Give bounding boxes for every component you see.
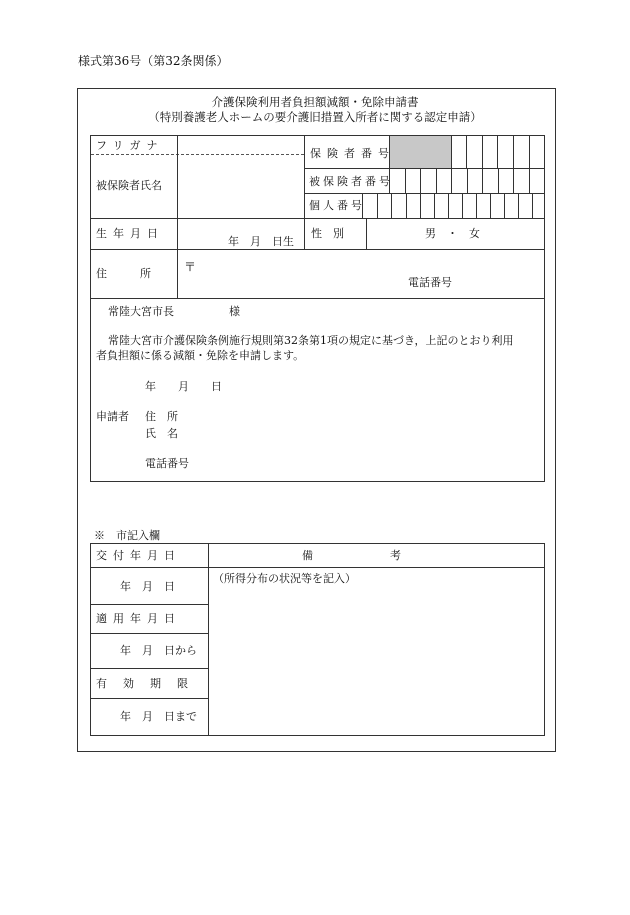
declaration-body-line2: 者負担額に係る減額・免除を申請します。 bbox=[96, 349, 305, 362]
insured-number-label: 被保険者番号 bbox=[309, 175, 393, 188]
personal-number-label: 個人番号 bbox=[309, 199, 365, 212]
validity-label: 有効期限 bbox=[96, 677, 204, 690]
sex-label: 性 別 bbox=[311, 227, 344, 240]
insurer-number-label: 保険者番号 bbox=[310, 147, 395, 160]
applicant-label: 申請者 bbox=[96, 410, 129, 423]
birth-date-label: 生年月日 bbox=[96, 227, 164, 240]
furigana-label: フリガナ bbox=[96, 139, 164, 152]
address-phone-label: 電話番号 bbox=[408, 276, 452, 289]
birth-date-format: 年 月 日生 bbox=[228, 235, 294, 248]
city-section-heading: ※ 市記入欄 bbox=[94, 529, 160, 542]
apply-date-label: 適用年月日 bbox=[96, 612, 181, 625]
insurer-number-shaded-cell bbox=[389, 136, 451, 168]
sex-options: 男 ・ 女 bbox=[425, 227, 480, 240]
form-subtitle: （特別養護老人ホームの要介護旧措置入所者に関する認定申請） bbox=[148, 110, 482, 124]
address-label: 住 所 bbox=[96, 267, 151, 280]
declaration-body-line1: 常陸大宮市介護保険条例施行規則第32条第1項の規定に基づき，上記のとおり利用 bbox=[108, 334, 514, 347]
applicant-address-label: 住 所 bbox=[145, 410, 178, 423]
apply-date-value: 年 月 日から bbox=[120, 644, 197, 657]
remarks-header: 備 考 bbox=[302, 549, 401, 562]
applicant-name-label: 氏 名 bbox=[145, 427, 178, 440]
form-number: 様式第36号（第32条関係） bbox=[78, 54, 229, 68]
postal-mark: 〒 bbox=[184, 260, 197, 274]
application-date: 年 月 日 bbox=[145, 380, 222, 393]
form-title: 介護保険利用者負担額減額・免除申請書 bbox=[211, 95, 419, 109]
remarks-note: （所得分布の状況等を記入） bbox=[213, 572, 356, 585]
insured-name-label: 被保険者氏名 bbox=[96, 179, 162, 192]
issue-date-value: 年 月 日 bbox=[120, 580, 175, 593]
issue-date-label: 交付年月日 bbox=[96, 549, 181, 562]
validity-value: 年 月 日まで bbox=[120, 710, 197, 723]
addressee: 常陸大宮市長 様 bbox=[108, 305, 240, 318]
applicant-phone-label: 電話番号 bbox=[145, 457, 189, 470]
furigana-divider bbox=[91, 154, 304, 155]
